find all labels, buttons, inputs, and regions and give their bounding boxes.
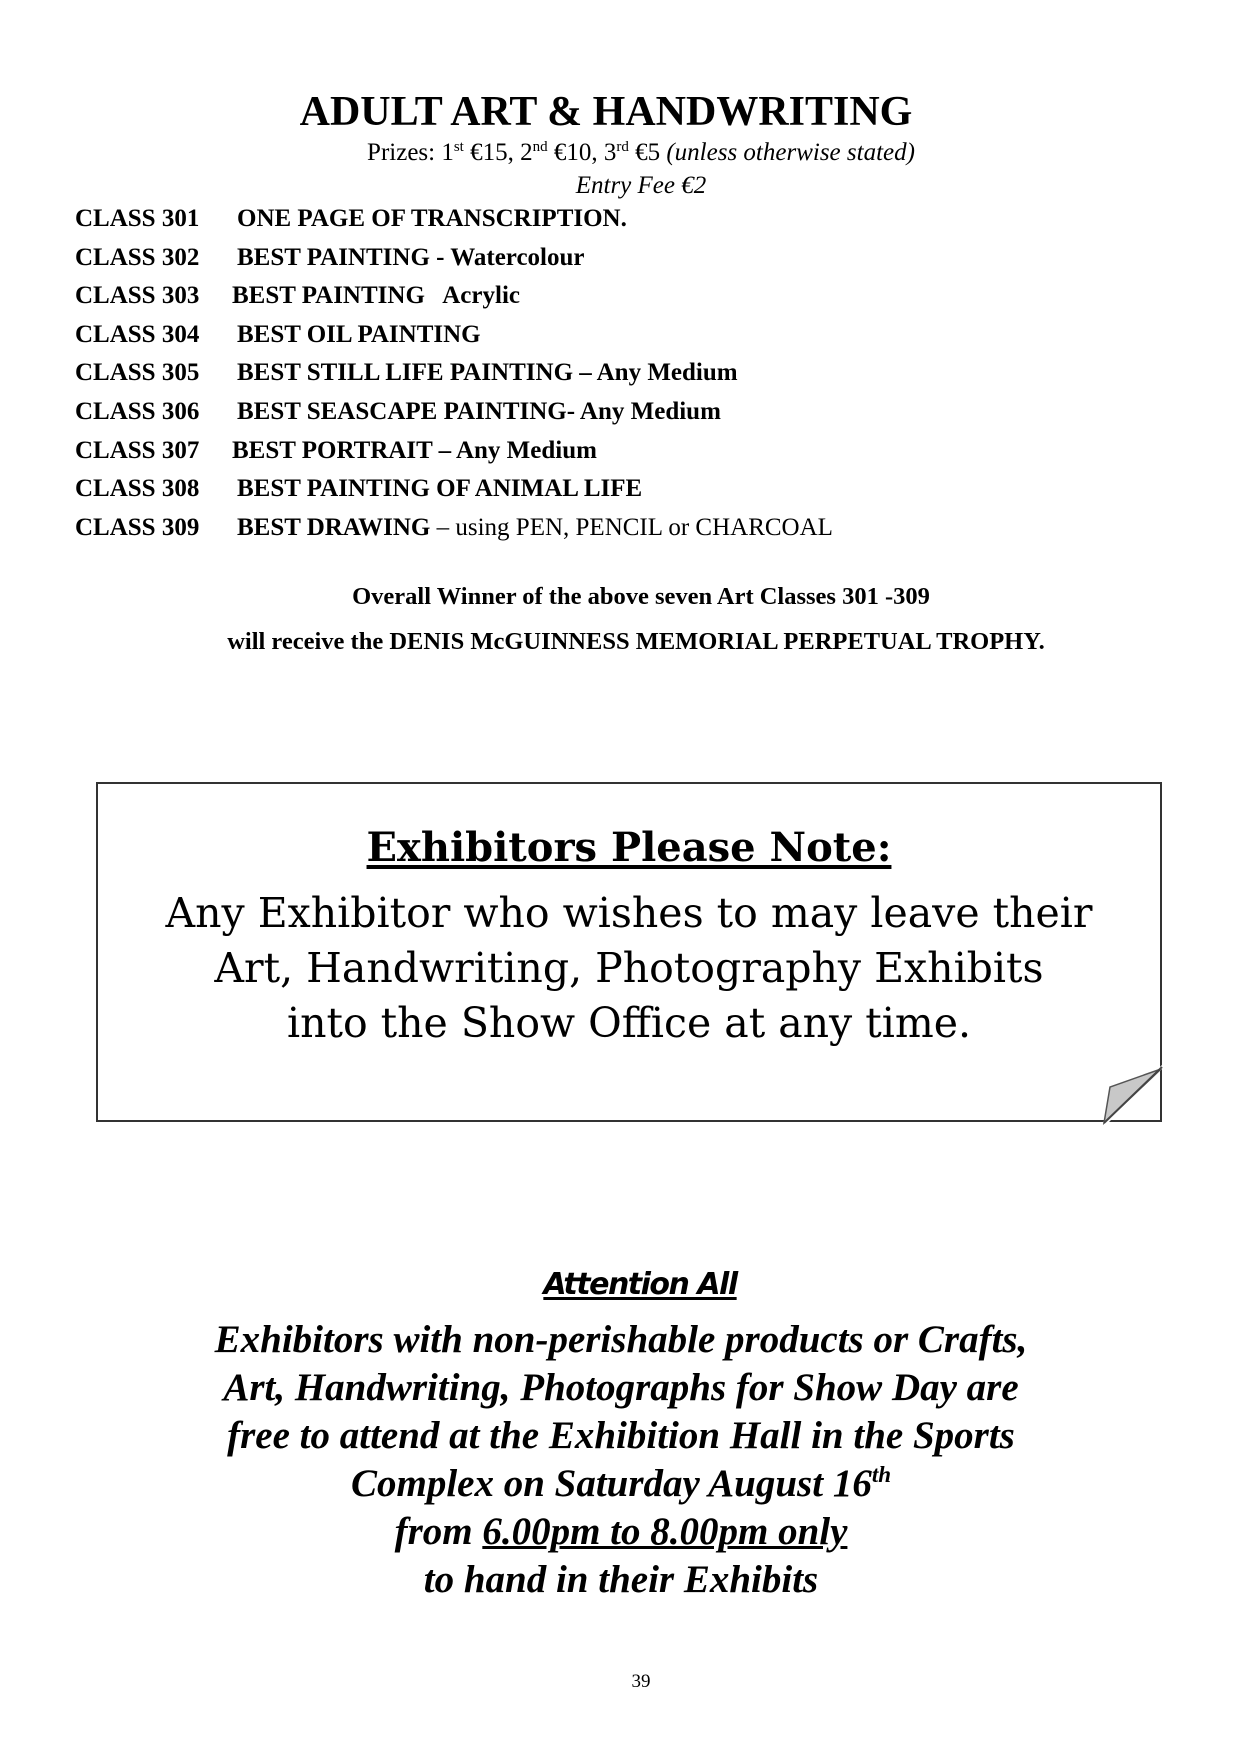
class-row-307	[75, 435, 833, 474]
class-name: BEST PAINTING - Watercolour	[237, 243, 585, 271]
class-name: BEST PAINTING Acrylic	[232, 282, 520, 310]
exhibitors-note-line: Art, Handwriting, Photography Exhibits	[214, 944, 1044, 992]
prize-first-number: 1	[441, 139, 454, 166]
class-row-306	[75, 396, 833, 435]
class-name: ONE PAGE OF TRANSCRIPTION.	[237, 205, 627, 232]
class-row-309	[75, 512, 833, 551]
class-extra: – using PEN, PENCIL or CHARCOAL	[430, 513, 833, 541]
class-name: BEST DRAWING	[237, 513, 431, 541]
attention-body	[0, 1316, 1242, 1604]
prize-first-suffix: st	[453, 139, 464, 155]
class-row-301	[75, 203, 833, 242]
class-code: CLASS 308	[75, 475, 200, 503]
class-code: CLASS 303	[75, 282, 200, 310]
prizes-line	[0, 138, 1242, 168]
overall-winner-line-2: will receive the DENIS McGUINNESS MEMORIAL PERPETUAL TROPHY.	[227, 628, 1045, 655]
class-name: BEST PAINTING OF ANIMAL LIFE	[237, 475, 643, 503]
class-list	[75, 203, 833, 550]
class-code: CLASS 309	[75, 513, 200, 541]
class-code: CLASS 302	[75, 243, 200, 271]
attention-line: Exhibitors with non-perishable products or Crafts,	[214, 1318, 1028, 1361]
overall-winner-line-1: Overall Winner of the above seven Art Classes 301 -309	[352, 583, 930, 610]
class-name: BEST SEASCAPE PAINTING- Any Medium	[237, 397, 721, 425]
class-row-308	[75, 473, 833, 512]
attention-time-prefix: from	[394, 1510, 483, 1553]
attention-line: free to attend at the Exhibition Hall in the Sports	[227, 1414, 1015, 1457]
class-row-304	[75, 319, 833, 358]
class-name: BEST STILL LIFE PAINTING – Any Medium	[237, 359, 738, 387]
class-name: BEST PORTRAIT – Any Medium	[232, 436, 597, 464]
page-title: ADULT ART & HANDWRITING	[299, 89, 913, 135]
attention-line: Art, Handwriting, Photographs for Show Day are	[223, 1366, 1019, 1409]
class-code: CLASS 307	[75, 436, 200, 464]
prize-second-number: 2	[520, 139, 533, 166]
attention-time: 6.00pm to 8.00pm only	[482, 1510, 848, 1553]
class-row-303	[75, 280, 833, 319]
class-code: CLASS 305	[75, 359, 200, 387]
prize-third-amount: €5	[628, 139, 667, 166]
class-name: BEST OIL PAINTING	[237, 320, 481, 348]
class-row-305	[75, 357, 833, 396]
attention-line-date	[0, 1460, 1242, 1508]
attention-heading: Attention All	[543, 1267, 737, 1302]
prize-second-amount: €10,	[547, 139, 604, 166]
attention-line-time	[0, 1508, 1242, 1556]
exhibitors-note-line: Any Exhibitor who wishes to may leave their	[165, 889, 1093, 937]
exhibitors-note-heading: Exhibitors Please Note:	[366, 824, 892, 871]
exhibitors-note-body	[96, 886, 1162, 1051]
page-number: 39	[631, 1671, 651, 1692]
page-curl-icon	[1102, 1065, 1164, 1125]
class-code: CLASS 301	[75, 205, 200, 232]
prizes-note: (unless otherwise stated)	[666, 139, 915, 166]
entry-fee: Entry Fee €2	[575, 172, 707, 199]
attention-date: Complex on Saturday August 16	[350, 1462, 872, 1505]
exhibitors-note-line: into the Show Office at any time.	[286, 999, 972, 1047]
prize-third-number: 3	[603, 139, 617, 166]
prize-third-suffix: rd	[616, 139, 629, 155]
class-code: CLASS 306	[75, 397, 200, 425]
prizes-label: Prizes:	[367, 139, 442, 166]
class-code: CLASS 304	[75, 320, 200, 348]
prize-first-amount: €15,	[463, 139, 521, 166]
attention-line: to hand in their Exhibits	[423, 1558, 819, 1601]
prize-second-suffix: nd	[532, 139, 548, 155]
class-row-302	[75, 242, 833, 281]
attention-date-suffix: th	[871, 1462, 892, 1487]
